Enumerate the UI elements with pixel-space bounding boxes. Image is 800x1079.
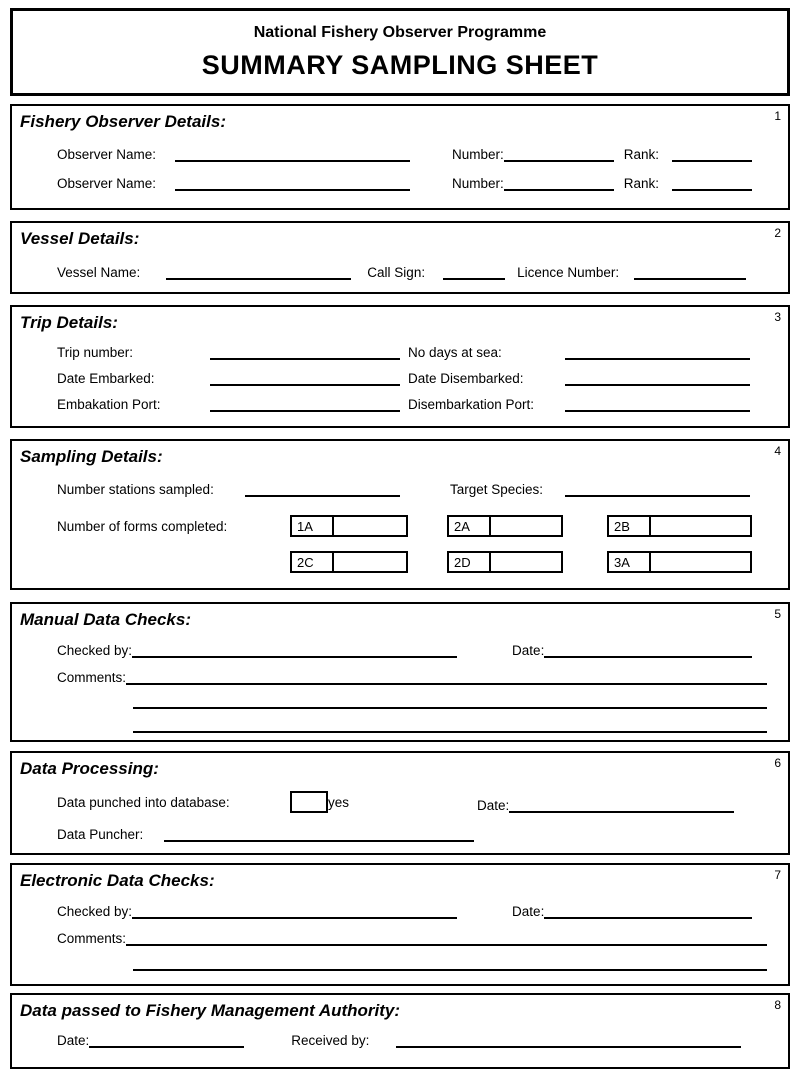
form-count-box-2a[interactable] bbox=[447, 515, 563, 537]
section-title: Trip Details: bbox=[20, 313, 118, 332]
yes-checkbox[interactable] bbox=[290, 791, 328, 813]
vessel-name-label: Vessel Name: bbox=[57, 265, 141, 280]
form-count-field[interactable] bbox=[651, 553, 750, 571]
date-label: Date: bbox=[57, 1033, 90, 1048]
section-number-badge: 8 bbox=[774, 998, 781, 1012]
target-species-label: Target Species: bbox=[450, 482, 544, 497]
observer-rank-field[interactable] bbox=[672, 175, 752, 191]
target-species-field[interactable] bbox=[565, 481, 750, 497]
observer-rank-label: Rank: bbox=[623, 176, 660, 191]
disembarkation-port-label: Disembarkation Port: bbox=[408, 397, 535, 412]
programme-title: National Fishery Observer Programme bbox=[253, 24, 547, 41]
observer-rank-field[interactable] bbox=[672, 146, 752, 162]
received-by-field[interactable] bbox=[396, 1032, 741, 1048]
data-puncher-label: Data Puncher: bbox=[57, 827, 144, 842]
form-code-label: 2D bbox=[449, 553, 491, 571]
observer-name-label: Observer Name: bbox=[57, 147, 157, 162]
form-code-label: 2B bbox=[609, 517, 651, 535]
yes-label: yes bbox=[328, 794, 350, 810]
data-puncher-field[interactable] bbox=[164, 826, 474, 842]
observer-number-label: Number: bbox=[452, 176, 504, 191]
days-at-sea-label: No days at sea: bbox=[408, 345, 502, 360]
section-number-badge: 2 bbox=[774, 226, 781, 240]
embarkation-port-field[interactable] bbox=[210, 396, 400, 412]
form-count-field[interactable] bbox=[334, 553, 406, 571]
section-trip-details bbox=[10, 305, 790, 428]
checked-by-field[interactable] bbox=[132, 642, 457, 658]
form-count-field[interactable] bbox=[491, 553, 561, 571]
section-title: Vessel Details: bbox=[20, 229, 140, 248]
date-label: Date: bbox=[477, 798, 510, 813]
section-fishery-observer-details bbox=[10, 104, 790, 210]
form-code-label: 3A bbox=[609, 553, 651, 571]
trip-number-field[interactable] bbox=[210, 344, 400, 360]
comments-field[interactable] bbox=[126, 669, 767, 685]
call-sign-field[interactable] bbox=[443, 264, 505, 280]
received-by-label: Received by: bbox=[291, 1033, 370, 1048]
comments-field-line-3[interactable] bbox=[133, 717, 767, 733]
call-sign-label: Call Sign: bbox=[367, 265, 426, 280]
section-number-badge: 5 bbox=[774, 607, 781, 621]
section-title: Fishery Observer Details: bbox=[20, 112, 226, 131]
section-data-passed-authority bbox=[10, 993, 790, 1069]
date-embarked-field[interactable] bbox=[210, 370, 400, 386]
licence-number-field[interactable] bbox=[634, 264, 746, 280]
observer-name-label: Observer Name: bbox=[57, 176, 157, 191]
date-label: Date: bbox=[512, 904, 545, 919]
stations-sampled-label: Number stations sampled: bbox=[57, 482, 214, 497]
form-count-box-1a[interactable] bbox=[290, 515, 408, 537]
section-electronic-data-checks bbox=[10, 863, 790, 986]
form-count-box-2b[interactable] bbox=[607, 515, 752, 537]
comments-label: Comments: bbox=[57, 931, 127, 946]
vessel-name-field[interactable] bbox=[166, 264, 351, 280]
checked-by-label: Checked by: bbox=[57, 904, 133, 919]
observer-number-field[interactable] bbox=[504, 146, 614, 162]
date-field[interactable] bbox=[89, 1032, 244, 1048]
date-disembarked-field[interactable] bbox=[565, 370, 750, 386]
section-vessel-details bbox=[10, 221, 790, 294]
observer-number-label: Number: bbox=[452, 147, 504, 162]
section-title: Electronic Data Checks: bbox=[20, 871, 215, 890]
comments-field-line-2[interactable] bbox=[133, 955, 767, 971]
date-disembarked-label: Date Disembarked: bbox=[408, 371, 524, 386]
page-title: SUMMARY SAMPLING SHEET bbox=[201, 50, 599, 80]
comments-field[interactable] bbox=[126, 930, 767, 946]
observer-number-field[interactable] bbox=[504, 175, 614, 191]
section-number-badge: 3 bbox=[774, 310, 781, 324]
form-count-field[interactable] bbox=[651, 517, 750, 535]
section-number-badge: 1 bbox=[774, 109, 781, 123]
section-sampling-details bbox=[10, 439, 790, 590]
section-title: Sampling Details: bbox=[20, 447, 163, 466]
licence-number-label: Licence Number: bbox=[517, 265, 620, 280]
checked-by-field[interactable] bbox=[132, 903, 457, 919]
form-count-box-2c[interactable] bbox=[290, 551, 408, 573]
form-count-box-2d[interactable] bbox=[447, 551, 563, 573]
date-field[interactable] bbox=[544, 642, 752, 658]
form-code-label: 2C bbox=[292, 553, 334, 571]
forms-completed-label: Number of forms completed: bbox=[57, 518, 228, 534]
days-at-sea-field[interactable] bbox=[565, 344, 750, 360]
form-code-label: 2A bbox=[449, 517, 491, 535]
form-header bbox=[10, 8, 790, 96]
section-title: Data Processing: bbox=[20, 759, 159, 778]
checked-by-label: Checked by: bbox=[57, 643, 133, 658]
section-number-badge: 4 bbox=[774, 444, 781, 458]
observer-rank-label: Rank: bbox=[623, 147, 660, 162]
form-count-field[interactable] bbox=[491, 517, 561, 535]
observer-name-field[interactable] bbox=[175, 175, 410, 191]
form-count-box-3a[interactable] bbox=[607, 551, 752, 573]
section-title: Manual Data Checks: bbox=[20, 610, 191, 629]
date-label: Date: bbox=[512, 643, 545, 658]
observer-name-field[interactable] bbox=[175, 146, 410, 162]
section-number-badge: 6 bbox=[774, 756, 781, 770]
section-number-badge: 7 bbox=[774, 868, 781, 882]
stations-sampled-field[interactable] bbox=[245, 481, 400, 497]
comments-field-line-2[interactable] bbox=[133, 693, 767, 709]
form-count-field[interactable] bbox=[334, 517, 406, 535]
embarkation-port-label: Embakation Port: bbox=[57, 397, 161, 412]
data-punched-label: Data punched into database: bbox=[57, 794, 230, 810]
date-field[interactable] bbox=[509, 797, 734, 813]
form-code-label: 1A bbox=[292, 517, 334, 535]
date-field[interactable] bbox=[544, 903, 752, 919]
trip-number-label: Trip number: bbox=[57, 345, 134, 360]
disembarkation-port-field[interactable] bbox=[565, 396, 750, 412]
section-manual-data-checks bbox=[10, 602, 790, 742]
section-title: Data passed to Fishery Management Authority: bbox=[20, 1001, 401, 1020]
section-data-processing bbox=[10, 751, 790, 855]
date-embarked-label: Date Embarked: bbox=[57, 371, 155, 386]
comments-label: Comments: bbox=[57, 670, 127, 685]
